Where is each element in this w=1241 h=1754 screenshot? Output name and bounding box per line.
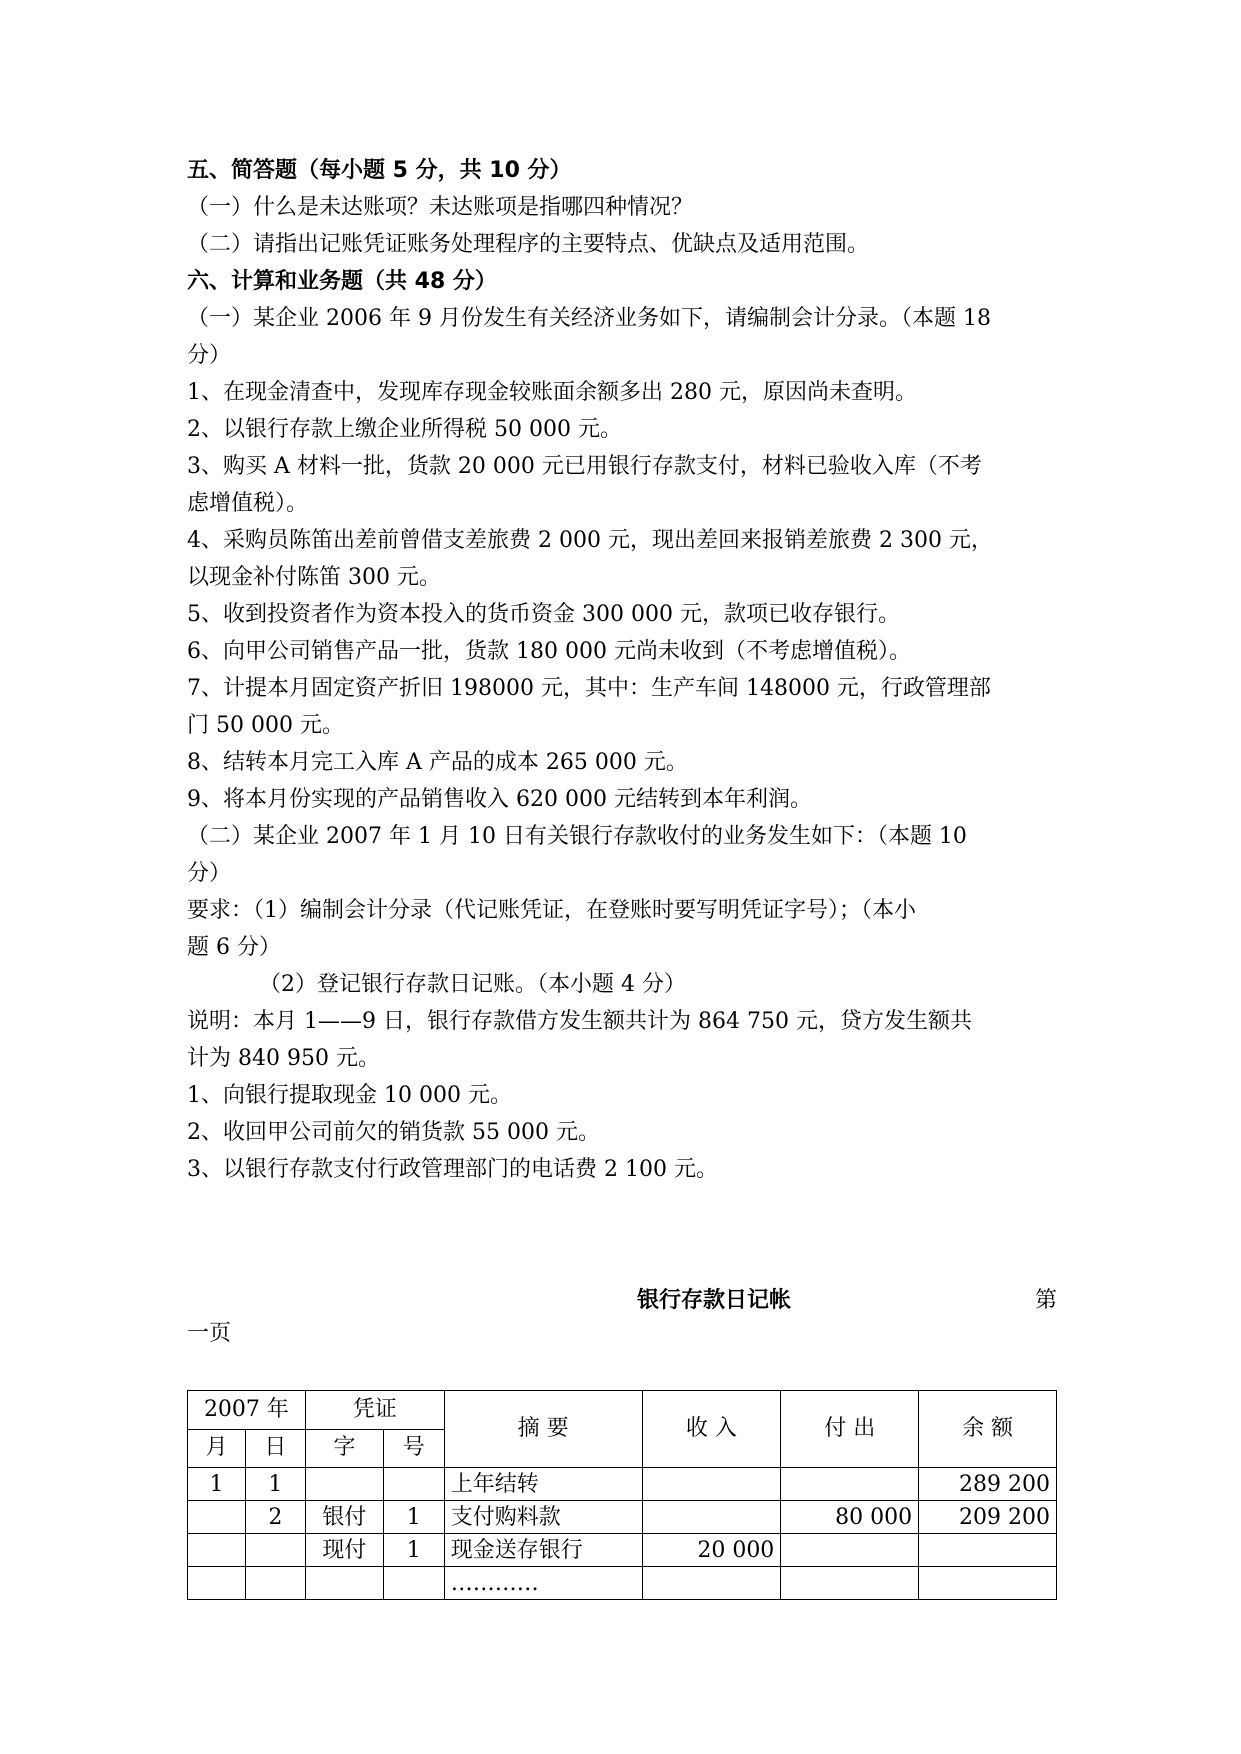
part1-item-line: 门 50 000 元。 <box>187 713 344 738</box>
cell-payment: 80 000 <box>781 1501 919 1534</box>
header-voucher: 凭证 <box>305 1391 444 1430</box>
cell-income <box>642 1501 781 1534</box>
part1-item-line: 1、在现金清查中，发现库存现金较账面余额多出 280 元，原因尚未查明。 <box>187 380 917 405</box>
part2-intro-line2: 分） <box>187 861 232 886</box>
ledger-page-number: 一页 <box>187 1321 232 1346</box>
cell-payment <box>781 1534 919 1567</box>
header-day: 日 <box>245 1429 305 1468</box>
table-row <box>188 1534 1057 1567</box>
cell-day <box>245 1534 305 1567</box>
part1-item-line: 9、将本月份实现的产品销售收入 620 000 元结转到本年利润。 <box>187 787 812 812</box>
part2-intro-line1: （二）某企业 2007 年 1 月 10 日有关银行存款收付的业务发生如下：（本题 10 <box>187 824 967 849</box>
cell-summary: ………… <box>444 1567 642 1600</box>
note-line1: 说明：本月 1——9 日，银行存款借方发生额共计为 864 750 元，贷方发生额共 <box>187 1009 972 1034</box>
ledger-page-label: 第 <box>1034 1288 1057 1313</box>
cell-type <box>305 1468 383 1501</box>
part1-item-line: 以现金补付陈笛 300 元。 <box>187 565 441 590</box>
cell-month <box>188 1534 246 1567</box>
header-year: 2007 年 <box>188 1391 306 1430</box>
section5-question-1: （一）什么是未达账项？未达账项是指哪四种情况？ <box>187 195 694 220</box>
part1-item-line: 7、计提本月固定资产折旧 198000 元，其中：生产车间 148000 元，行政管理部 <box>187 676 991 701</box>
cell-number <box>383 1468 444 1501</box>
part1-intro-line2: 分） <box>187 343 232 368</box>
cell-payment <box>781 1468 919 1501</box>
header-payment: 付 出 <box>781 1391 919 1468</box>
table-row <box>188 1567 1057 1600</box>
requirement-line2: 题 6 分） <box>187 935 281 960</box>
cell-number: 1 <box>383 1534 444 1567</box>
cell-day <box>245 1567 305 1600</box>
part2-item-line: 3、以银行存款支付行政管理部门的电话费 2 100 元。 <box>187 1157 718 1182</box>
part1-intro-line1: （一）某企业 2006 年 9 月份发生有关经济业务如下，请编制会计分录。（本题 18 <box>187 306 991 331</box>
requirement-line1: 要求：（1）编制会计分录（代记账凭证，在登账时要写明凭证字号）；（本小 <box>187 898 916 923</box>
section5-title: 五、简答题（每小题 5 分，共 10 分） <box>187 158 572 183</box>
cell-income: 20 000 <box>642 1534 781 1567</box>
cell-balance: 289 200 <box>919 1468 1057 1501</box>
cell-summary: 现金送存银行 <box>444 1534 642 1567</box>
cell-month <box>188 1501 246 1534</box>
table-row <box>188 1501 1057 1534</box>
part1-item-line: 虑增值税）。 <box>187 491 309 516</box>
part1-item-line: 3、购买 A 材料一批，货款 20 000 元已用银行存款支付，材料已验收入库（不考 <box>187 454 982 479</box>
cell-type: 现付 <box>305 1534 383 1567</box>
cell-income <box>642 1567 781 1600</box>
part1-item-line: 4、采购员陈笛出差前曾借支差旅费 2 000 元，现出差回来报销差旅费 2 300 元， <box>187 528 993 553</box>
part2-item-line: 2、收回甲公司前欠的销货款 55 000 元。 <box>187 1120 600 1145</box>
section5-question-2: （二）请指出记账凭证账务处理程序的主要特点、优缺点及适用范围。 <box>187 232 870 257</box>
section6-title: 六、计算和业务题（共 48 分） <box>187 269 497 294</box>
cell-month: 1 <box>188 1468 246 1501</box>
document-body <box>187 152 1057 1188</box>
part1-item-line: 8、结转本月完工入库 A 产品的成本 265 000 元。 <box>187 750 688 775</box>
header-balance: 余 额 <box>919 1391 1057 1468</box>
cell-balance <box>919 1534 1057 1567</box>
header-summary: 摘 要 <box>444 1391 642 1468</box>
cell-month <box>188 1567 246 1600</box>
cell-income <box>642 1468 781 1501</box>
cell-summary: 支付购料款 <box>444 1501 642 1534</box>
table-header-row <box>188 1391 1057 1430</box>
table-row <box>188 1468 1057 1501</box>
part2-item-line: 1、向银行提取现金 10 000 元。 <box>187 1083 512 1108</box>
part1-item-line: 6、向甲公司销售产品一批，货款 180 000 元尚未收到（不考虑增值税）。 <box>187 639 911 664</box>
header-number: 号 <box>383 1429 444 1468</box>
note-line2: 计为 840 950 元。 <box>187 1046 380 1071</box>
requirement-line3: （2）登记银行存款日记账。（本小题 4 分） <box>259 972 686 997</box>
header-month: 月 <box>188 1429 246 1468</box>
header-type: 字 <box>305 1429 383 1468</box>
ledger-title: 银行存款日记帐 <box>637 1288 792 1313</box>
cell-day: 2 <box>245 1501 305 1534</box>
bank-deposit-journal-table <box>187 1390 1057 1600</box>
cell-type <box>305 1567 383 1600</box>
cell-number <box>383 1567 444 1600</box>
cell-balance <box>919 1567 1057 1600</box>
cell-day: 1 <box>245 1468 305 1501</box>
cell-number: 1 <box>383 1501 444 1534</box>
cell-summary: 上年结转 <box>444 1468 642 1501</box>
ledger-title-row <box>187 1283 1057 1323</box>
part1-item-line: 2、以银行存款上缴企业所得税 50 000 元。 <box>187 417 622 442</box>
cell-balance: 209 200 <box>919 1501 1057 1534</box>
cell-type: 银付 <box>305 1501 383 1534</box>
header-income: 收 入 <box>642 1391 781 1468</box>
part1-item-line: 5、收到投资者作为资本投入的货币资金 300 000 元，款项已收存银行。 <box>187 602 900 627</box>
cell-payment <box>781 1567 919 1600</box>
